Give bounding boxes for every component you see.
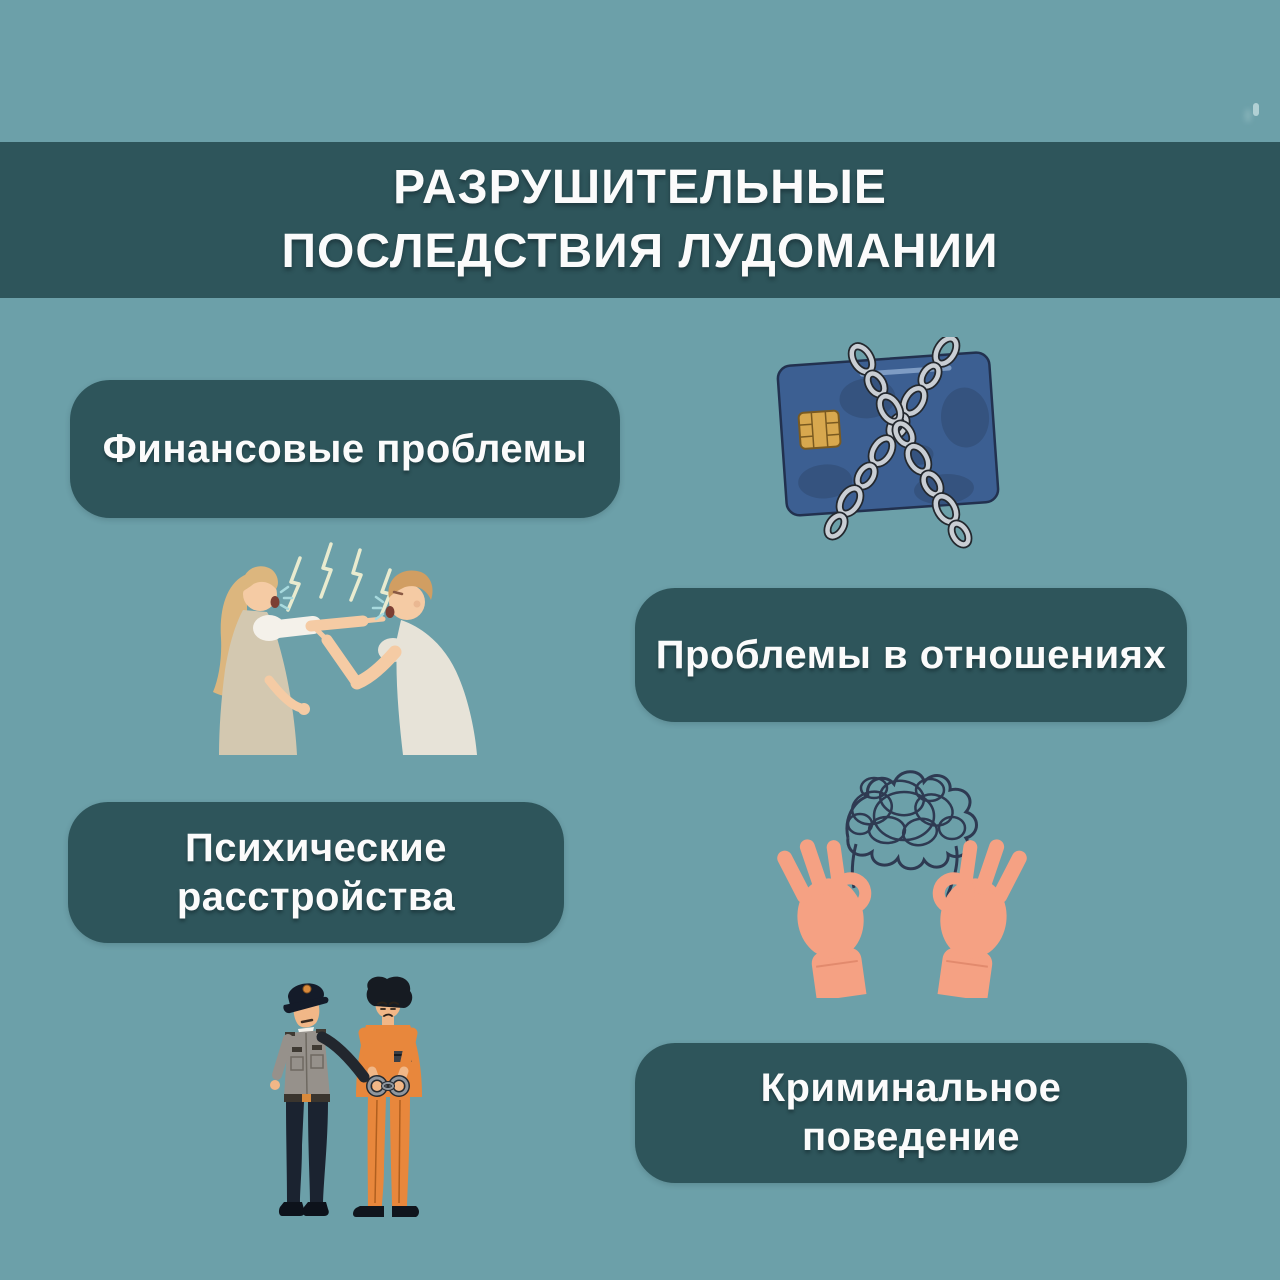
credit-card-in-chains-illustration [770, 337, 1020, 549]
poster-title-line2: ПОСЛЕДСТВИЯ ЛУДОМАНИИ [281, 225, 999, 278]
pill-relationship-problems-label: Проблемы в отношениях [655, 632, 1167, 677]
arguing-woman [213, 566, 383, 755]
left-hand [784, 840, 880, 998]
poster-title-line1: РАЗРУШИТЕЛЬНЫЕ [393, 161, 887, 215]
arguing-man [317, 570, 477, 755]
pill-mental-disorders [68, 802, 564, 943]
pill-financial-problems [70, 380, 620, 518]
hands-with-tangled-thread-illustration [752, 760, 1052, 998]
police-arresting-man-illustration [260, 975, 438, 1225]
pill-criminal-behavior-label: Криминальное поведение [760, 1066, 1062, 1159]
pill-mental-disorders-label: Психические расстройства [176, 825, 456, 919]
speck-artifact [1253, 103, 1259, 116]
arrested-man [353, 977, 422, 1217]
card-chip [798, 410, 840, 449]
pill-relationship-problems [635, 588, 1187, 722]
man-shout-marks [373, 597, 383, 619]
pill-financial-problems-label: Финансовые проблемы [102, 426, 588, 471]
header-band [0, 142, 1280, 298]
police-officer [270, 983, 330, 1216]
right-hand [925, 840, 1021, 998]
officer-arm-holding [322, 1037, 364, 1077]
arguing-couple-illustration [185, 540, 505, 755]
pill-criminal-behavior [635, 1043, 1187, 1183]
